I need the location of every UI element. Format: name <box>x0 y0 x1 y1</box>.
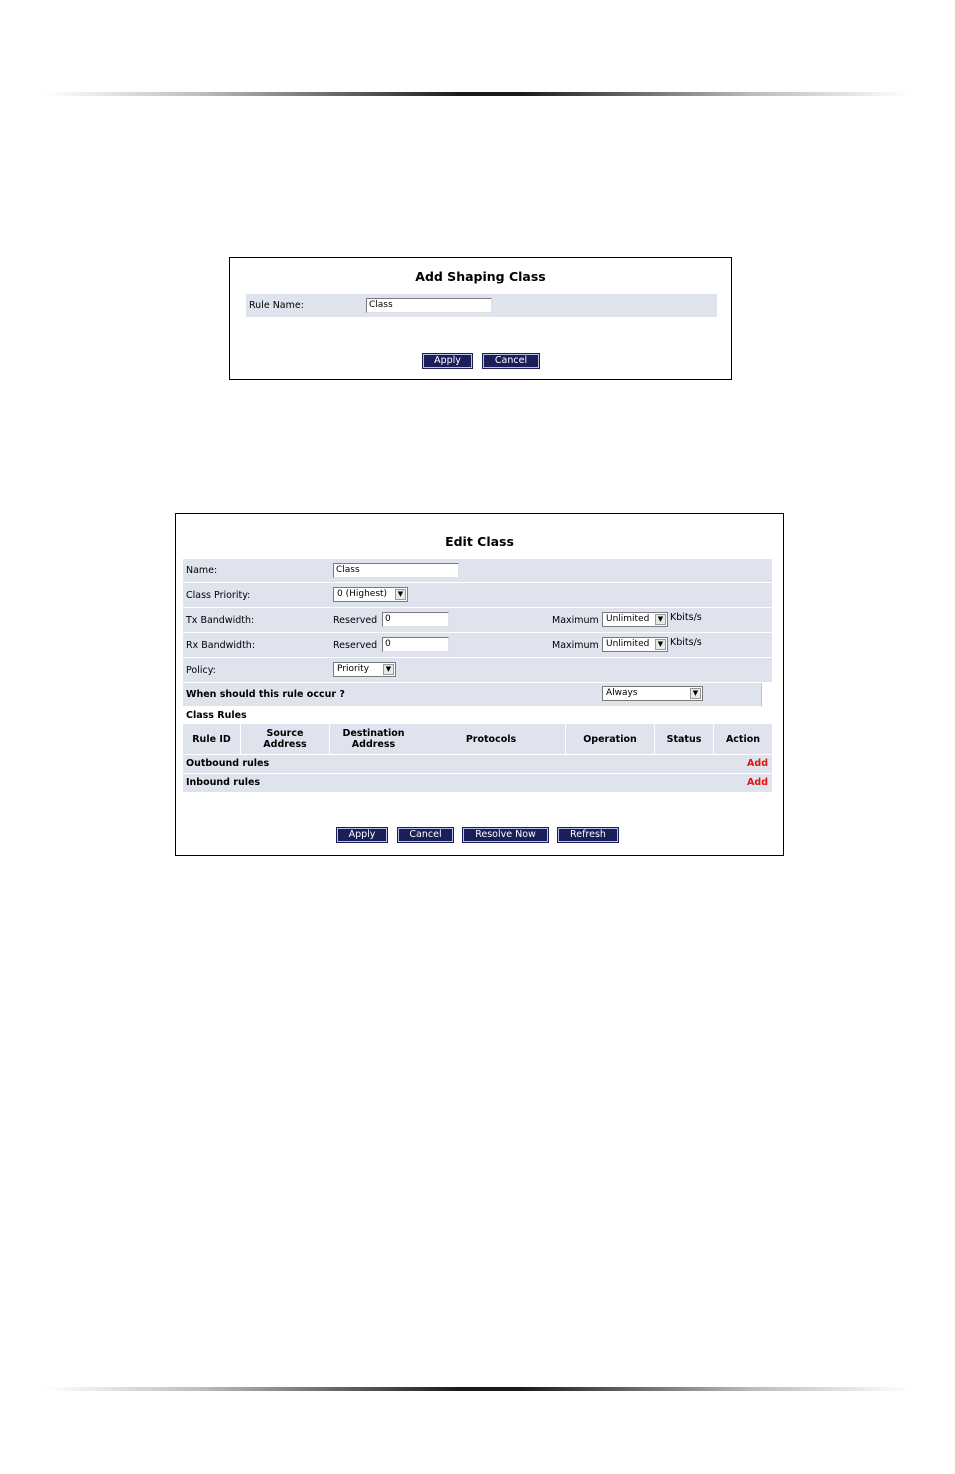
schedule-value: Always <box>606 688 638 698</box>
col-action: Action <box>725 733 761 745</box>
name-row <box>183 559 772 583</box>
chevron-down-icon[interactable]: ▼ <box>655 639 666 650</box>
schedule-row <box>183 683 762 707</box>
outbound-rules-row <box>183 755 772 774</box>
panel-title: Add Shaping Class <box>415 269 546 284</box>
col-destination-line2: Address <box>351 739 396 750</box>
policy-row <box>183 658 772 683</box>
add-outbound-rule-link[interactable]: Add <box>747 758 768 769</box>
tx-maximum-value: Unlimited <box>606 614 650 624</box>
schedule-select[interactable] <box>602 686 703 701</box>
name-label: Name: <box>186 565 218 576</box>
chevron-down-icon[interactable]: ▼ <box>655 614 666 625</box>
add-inbound-rule-link[interactable]: Add <box>747 777 768 788</box>
col-rule-id: Rule ID <box>192 733 231 745</box>
tx-maximum-select[interactable] <box>602 612 668 627</box>
schedule-label: When should this rule occur ? <box>186 689 345 700</box>
cancel-button[interactable]: Cancel <box>398 828 453 842</box>
tx-reserved-label: Reserved <box>333 615 378 626</box>
col-source-line1: Source <box>266 728 304 739</box>
apply-button[interactable]: Apply <box>423 354 472 368</box>
bottom-rule <box>45 1387 911 1391</box>
class-rules-table-header <box>183 724 772 754</box>
col-source-address <box>241 724 329 754</box>
edit-class-panel <box>175 513 784 856</box>
class-priority-row <box>183 583 772 608</box>
chevron-down-icon[interactable]: ▼ <box>383 664 394 675</box>
rule-name-label: Rule Name: <box>249 300 304 311</box>
top-rule <box>45 92 911 96</box>
resolve-now-button[interactable]: Resolve Now <box>463 828 548 842</box>
name-input[interactable]: Class <box>333 563 459 578</box>
policy-select[interactable] <box>333 662 396 677</box>
cancel-button[interactable]: Cancel <box>483 354 539 368</box>
add-shaping-class-panel <box>229 257 732 380</box>
chevron-down-icon[interactable]: ▼ <box>395 589 406 600</box>
col-protocols: Protocols <box>465 733 517 745</box>
rx-reserved-input[interactable]: 0 <box>382 637 449 652</box>
class-priority-label: Class Priority: <box>186 590 251 601</box>
col-destination-address <box>330 724 417 754</box>
col-status: Status <box>666 733 702 745</box>
tx-unit-label: Kbits/s <box>670 612 702 623</box>
refresh-button[interactable]: Refresh <box>558 828 618 842</box>
rx-maximum-value: Unlimited <box>606 639 650 649</box>
outbound-rules-label: Outbound rules <box>186 758 270 769</box>
col-source-line2: Address <box>263 739 307 750</box>
rx-maximum-select[interactable] <box>602 637 668 652</box>
policy-label: Policy: <box>186 665 216 676</box>
rule-name-input[interactable]: Class <box>366 298 492 313</box>
tx-bandwidth-label: Tx Bandwidth: <box>186 615 255 626</box>
class-rules-label: Class Rules <box>186 710 247 721</box>
tx-reserved-input[interactable]: 0 <box>382 612 449 627</box>
inbound-rules-label: Inbound rules <box>186 777 261 788</box>
tx-maximum-label: Maximum <box>552 615 599 626</box>
inbound-rules-row <box>183 774 772 793</box>
col-operation: Operation <box>583 733 637 745</box>
apply-button[interactable]: Apply <box>337 828 387 842</box>
rx-unit-label: Kbits/s <box>670 637 702 648</box>
chevron-down-icon[interactable]: ▼ <box>690 688 701 699</box>
rx-maximum-label: Maximum <box>552 640 599 651</box>
rule-name-row <box>246 294 717 318</box>
panel-title: Edit Class <box>445 534 514 549</box>
class-priority-value: 0 (Highest) <box>337 589 388 599</box>
class-priority-select[interactable] <box>333 587 408 602</box>
policy-value: Priority <box>337 664 370 674</box>
rx-bandwidth-label: Rx Bandwidth: <box>186 640 256 651</box>
tx-bandwidth-row <box>183 608 772 633</box>
rx-reserved-label: Reserved <box>333 640 378 651</box>
col-destination-line1: Destination <box>342 728 405 739</box>
rx-bandwidth-row <box>183 633 772 658</box>
